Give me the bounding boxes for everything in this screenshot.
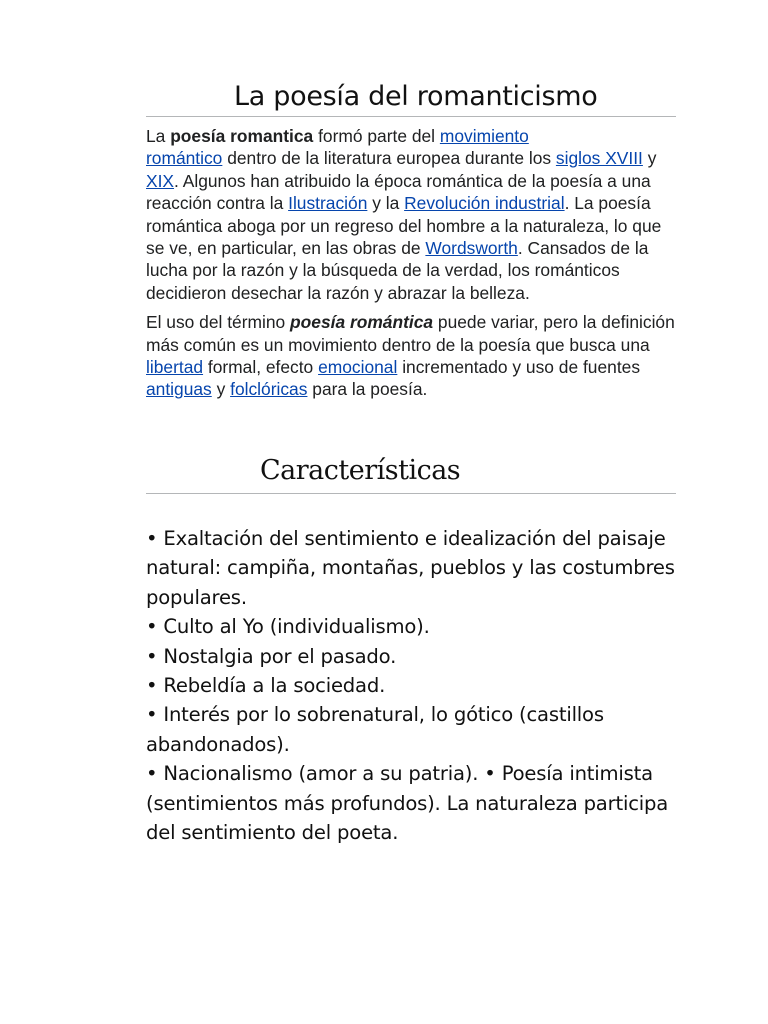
bullet-item: • Interés por lo sobrenatural, lo gótico (castillos abandonados).: [146, 703, 604, 756]
section-divider: [146, 493, 676, 494]
link-emocional[interactable]: emocional: [318, 357, 398, 378]
intro-paragraph-1: [146, 125, 676, 304]
p2-text-1: El uso del término: [146, 312, 291, 333]
link-movimiento-line-1[interactable]: movimiento: [439, 126, 529, 146]
bullet-item: • Culto al Yo (individualismo).: [146, 615, 430, 639]
bullet-item: • Nacionalismo (amor a su patria). • Poesía intimista (sentimientos más profundos). La naturaleza participa del sentimiento del poeta.: [146, 762, 669, 844]
link-ilustracion[interactable]: Ilustración: [288, 193, 368, 214]
p2-text-4: incrementado y uso de fuentes: [397, 357, 641, 378]
bullet-item: • Rebeldía a la sociedad.: [146, 673, 386, 697]
p1-text-2: formó parte del: [313, 126, 440, 146]
p2-bold-italic-term: poesía romántica: [290, 312, 434, 333]
link-movimiento-line-2[interactable]: romántico: [146, 148, 223, 169]
bullet-item: • Exaltación del sentimiento e idealización del paisaje natural: campiña, montañas, pueblos y las costumbres populares.: [146, 526, 675, 609]
link-xix[interactable]: XIX: [146, 170, 175, 191]
p2-text-2: puede variar, pero la definición más común es un movimiento dentro de la poesía que busca una: [146, 312, 675, 355]
p1-text-3: dentro de la literatura europea durante los: [222, 148, 556, 169]
section-heading-caracteristicas: Características: [260, 454, 461, 486]
p2-text-3: formal, efecto: [203, 357, 319, 378]
link-antiguas[interactable]: antiguas: [146, 379, 212, 400]
p1-text-6: y la: [367, 193, 405, 214]
link-folcloricas[interactable]: folclóricas: [230, 379, 308, 400]
p1-bold-term: poesía romantica: [170, 126, 314, 146]
p1-text-1: La: [146, 126, 171, 146]
link-revolucion-industrial[interactable]: Revolución industrial: [404, 193, 565, 214]
p1-text-5: . Algunos han atribuido la época romántica de la poesía a una reacción contra la: [146, 170, 651, 214]
p1-text-8: . Cansados de la lucha por la razón y la búsqueda de la verdad, los románticos decidieron desechar la razón y abrazar la belleza.: [146, 238, 649, 303]
link-wordsworth[interactable]: Wordsworth: [425, 238, 518, 259]
link-siglos-xviii[interactable]: siglos XVIII: [555, 148, 643, 169]
document-page: [146, 78, 676, 847]
p2-text-5: y: [211, 379, 231, 400]
title-divider: [146, 116, 676, 117]
page-title: La poesía del romanticismo: [234, 81, 598, 112]
p1-text-4: y: [642, 148, 657, 169]
link-libertad[interactable]: libertad: [146, 357, 204, 378]
p2-text-6: para la poesía.: [307, 379, 428, 400]
p1-text-7: . La poesía romántica aboga por un regreso del hombre a la naturaleza, lo que se ve, en particular, en las obras de: [146, 193, 662, 259]
bullet-item: • Nostalgia por el pasado.: [146, 644, 397, 668]
intro-paragraph-2: [146, 311, 676, 401]
characteristics-list: [146, 524, 676, 847]
